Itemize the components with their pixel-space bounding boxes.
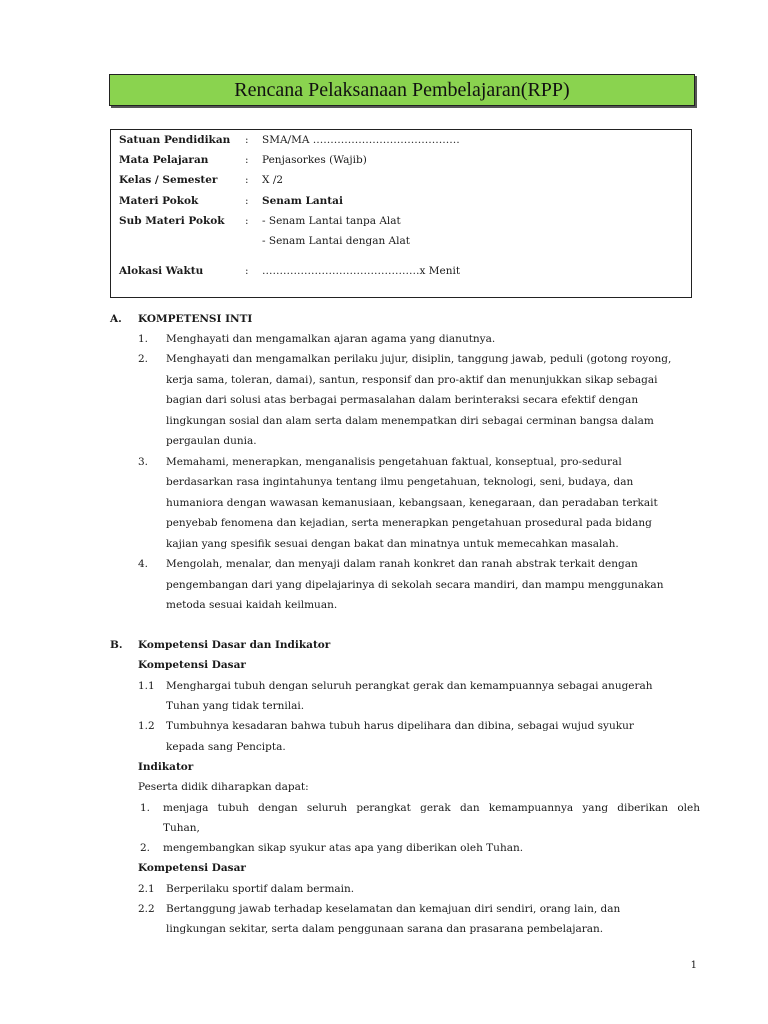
document-title-box (109, 74, 695, 106)
list-number: 1.2 (138, 720, 155, 732)
info-value: ………………………………………x Menit (262, 265, 461, 277)
info-value: X /2 (262, 174, 284, 186)
list-number: 2. (140, 842, 151, 854)
list-number: 4. (138, 558, 149, 570)
info-value: - Senam Lantai dengan Alat (262, 235, 410, 247)
list-item-text: Menghayati dan mengamalkan perilaku jujur, disiplin, tanggung jawab, peduli (gotong royong, (166, 353, 672, 365)
info-colon: : (245, 154, 249, 166)
section-a-letter: A. (110, 313, 122, 325)
list-item-text: mengembangkan sikap syukur atas apa yang diberikan oleh Tuhan. (163, 842, 524, 854)
section-b-letter: B. (110, 639, 123, 651)
info-value: SMA/MA …………………………………… (262, 134, 460, 146)
word: dan (459, 802, 480, 814)
list-number: 1.1 (138, 680, 155, 692)
info-label: Mata Pelajaran (119, 154, 209, 166)
word: gerak (420, 802, 451, 814)
list-item-text: Bertanggung jawab terhadap keselamatan dan kemajuan diri sendiri, orang lain, dan (166, 903, 621, 915)
list-item-text: Menghayati dan mengamalkan ajaran agama yang dianutnya. (166, 333, 496, 345)
list-item-text: Tuhan yang tidak ternilai. (166, 700, 305, 712)
word: tubuh (217, 802, 249, 814)
list-item-text: bagian dari solusi atas berbagai permasalahan dalam berinteraksi secara efektif dengan (166, 394, 639, 406)
list-item-text: Berperilaku sportif dalam bermain. (166, 883, 355, 895)
identity-table (110, 129, 692, 298)
list-item-text: lingkungan sekitar, serta dalam penggunaan sarana dan prasarana pembelajaran. (166, 923, 604, 935)
word: oleh (677, 802, 700, 814)
list-number: 1. (138, 333, 149, 345)
list-item-text: Menghargai tubuh dengan seluruh perangkat gerak dan kemampuannya sebagai anugerah (166, 680, 653, 692)
list-item-text: humaniora dengan wawasan kemanusiaan, kebangsaan, kenegaraan, dan peradaban terkait (166, 497, 658, 509)
list-item-text: kajian yang spesifik sesuai dengan bakat dan minatnya untuk memecahkan masalah. (166, 538, 619, 550)
list-number: 2.1 (138, 883, 155, 895)
info-label: Alokasi Waktu (119, 265, 204, 277)
document-title: Rencana Pelaksanaan Pembelajaran(RPP) (234, 78, 570, 101)
list-number: 2.2 (138, 903, 155, 915)
list-item-text: kerja sama, toleran, damai), santun, responsif dan pro-aktif dan menunjukkan sikap sebagai (166, 374, 658, 386)
list-item-text: pengembangan dari yang dipelajarinya di sekolah secara mandiri, dan mampu menggunakan (166, 579, 664, 591)
info-colon: : (245, 174, 249, 186)
section-b-heading: Kompetensi Dasar dan Indikator (138, 639, 331, 651)
list-item-text: pergaulan dunia. (166, 435, 257, 447)
info-colon: : (245, 195, 249, 207)
list-number: 3. (138, 456, 149, 468)
info-value: Senam Lantai (262, 195, 343, 207)
word: seluruh (306, 802, 348, 814)
info-value: Penjasorkes (Wajib) (262, 154, 367, 166)
list-item-text: penyebab fenomena dan kejadian, serta menerapkan pengetahuan prosedural pada bidang (166, 517, 652, 529)
list-item-text-justified (163, 801, 700, 815)
section-a-heading: KOMPETENSI INTI (138, 313, 253, 325)
list-item-text: Memahami, menerapkan, menganalisis pengetahuan faktual, konseptual, pro-sedural (166, 456, 622, 468)
list-item-text: metoda sesuai kaidah keilmuan. (166, 599, 338, 611)
info-label: Sub Materi Pokok (119, 215, 225, 227)
info-colon: : (245, 215, 249, 227)
word: yang (582, 802, 609, 814)
indikator-heading: Indikator (138, 761, 194, 773)
word: perangkat (356, 802, 411, 814)
page-number: 1 (690, 960, 697, 971)
info-label: Satuan Pendidikan (119, 134, 231, 146)
list-item-text: kepada sang Pencipta. (166, 741, 286, 753)
list-item-text: Mengolah, menalar, dan menyaji dalam ranah konkret dan ranah abstrak terkait dengan (166, 558, 638, 570)
list-item-text: Tumbuhnya kesadaran bahwa tubuh harus dipelihara dan dibina, sebagai wujud syukur (166, 720, 634, 732)
list-item-text: Tuhan, (163, 822, 200, 834)
info-colon: : (245, 265, 249, 277)
word: kemampuannya (488, 802, 574, 814)
list-number: 2. (138, 353, 149, 365)
info-label: Materi Pokok (119, 195, 199, 207)
info-value: - Senam Lantai tanpa Alat (262, 215, 401, 227)
info-label: Kelas / Semester (119, 174, 218, 186)
kd-heading: Kompetensi Dasar (138, 659, 246, 671)
info-colon: : (245, 134, 249, 146)
list-item-text: lingkungan sosial dan alam serta dalam menempatkan diri sebagai cerminan bangsa dalam (166, 415, 654, 427)
word: dengan (258, 802, 298, 814)
list-item-text: berdasarkan rasa ingintahunya tentang ilmu pengetahuan, teknologi, seni, budaya, dan (166, 476, 634, 488)
indikator-intro: Peserta didik diharapkan dapat: (138, 781, 309, 793)
word: diberikan (617, 802, 669, 814)
kd-heading: Kompetensi Dasar (138, 862, 246, 874)
word: menjaga (163, 802, 209, 814)
list-number: 1. (140, 802, 151, 814)
